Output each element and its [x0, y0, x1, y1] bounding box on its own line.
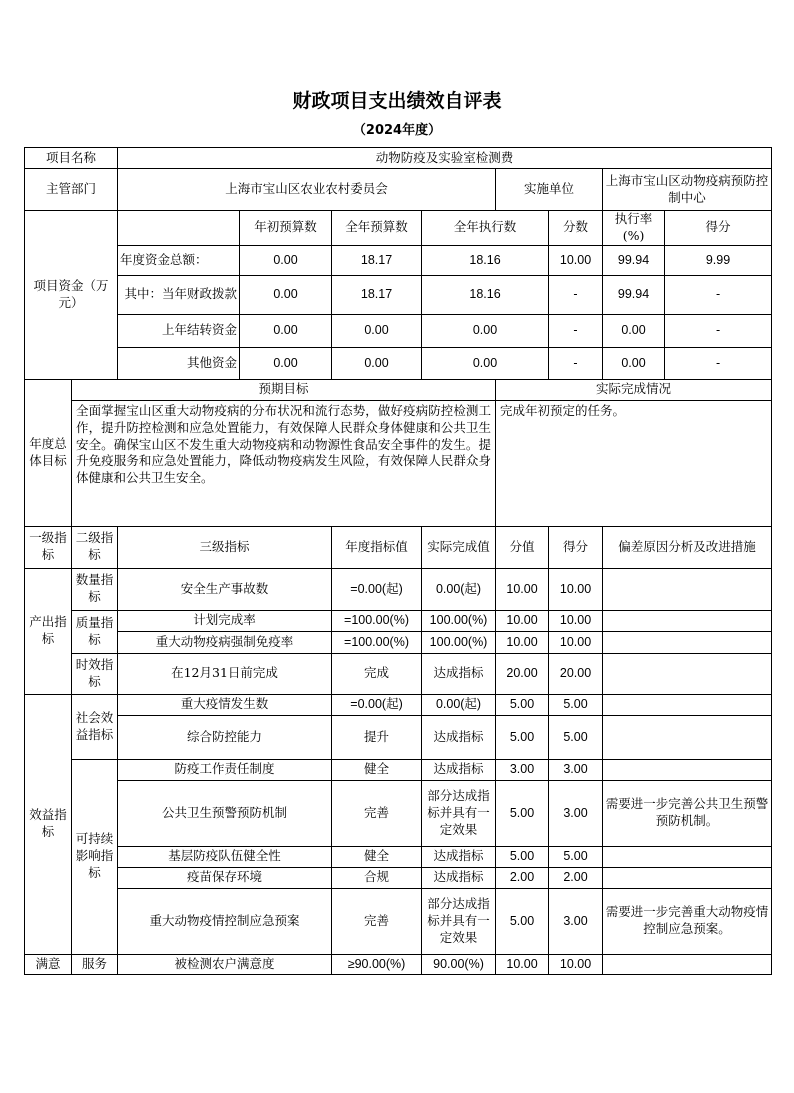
- indicator-weight: 5.00: [496, 780, 549, 846]
- form-title: 财政项目支出绩效自评表: [292, 90, 502, 112]
- funds-header-got: 得分: [665, 211, 772, 246]
- indicator-name: 被检测农户满意度: [118, 954, 332, 974]
- funds-got: 9.99: [665, 245, 772, 275]
- impl-value: 上海市宝山区动物疫病预防控制中心: [603, 169, 772, 211]
- indicator-name: 基层防疫队伍健全性: [118, 846, 332, 867]
- funds-row-label: 其他资金: [118, 347, 240, 379]
- level1-header: 一级指标: [25, 526, 72, 568]
- satisfaction-label: 满意: [25, 954, 72, 974]
- indicator-note: [603, 631, 772, 653]
- target-header: 年度指标值: [332, 526, 422, 568]
- indicator-target: =100.00(%): [332, 631, 422, 653]
- indicator-score: 5.00: [549, 715, 603, 759]
- indicator-name: 计划完成率: [118, 610, 332, 631]
- funds-initial: 0.00: [240, 314, 332, 347]
- funds-annual: 0.00: [332, 347, 422, 379]
- funds-initial: 0.00: [240, 275, 332, 314]
- funds-header-rate: 执行率(%): [603, 211, 665, 246]
- weight-header: 分值: [496, 526, 549, 568]
- indicator-note: [603, 846, 772, 867]
- indicator-name: 综合防控能力: [118, 715, 332, 759]
- indicator-score: 3.00: [549, 888, 603, 954]
- indicator-weight: 5.00: [496, 846, 549, 867]
- indicator-weight: 10.00: [496, 631, 549, 653]
- indicator-target: 提升: [332, 715, 422, 759]
- funds-header-initial: 年初预算数: [240, 211, 332, 246]
- indicator-note: [603, 610, 772, 631]
- project-name: 动物防疫及实验室检测费: [118, 148, 772, 169]
- indicator-note: [603, 694, 772, 715]
- social-benefit-label: 社会效益指标: [72, 694, 118, 759]
- funds-rate: 99.94: [603, 275, 665, 314]
- indicator-note: [603, 867, 772, 888]
- indicator-actual: 达成指标: [422, 759, 496, 780]
- indicator-note: [603, 759, 772, 780]
- deviation-header: 偏差原因分析及改进措施: [603, 526, 772, 568]
- indicator-actual: 达成指标: [422, 846, 496, 867]
- funds-initial: 0.00: [240, 347, 332, 379]
- indicator-weight: 10.00: [496, 954, 549, 974]
- indicator-score: 5.00: [549, 846, 603, 867]
- expected-goal-header: 预期目标: [72, 379, 496, 400]
- funds-executed: 18.16: [422, 275, 549, 314]
- indicator-target: 合规: [332, 867, 422, 888]
- funds-initial: 0.00: [240, 245, 332, 275]
- indicator-actual: 100.00(%): [422, 610, 496, 631]
- funds-header-score: 分数: [549, 211, 603, 246]
- actual-result-text: 完成年初预定的任务。: [496, 400, 772, 526]
- project-name-label: 项目名称: [25, 148, 118, 169]
- timeliness-indicator-label: 时效指标: [72, 653, 118, 694]
- indicator-note: 需要进一步完善重大动物疫情控制应急预案。: [603, 888, 772, 954]
- indicator-score: 2.00: [549, 867, 603, 888]
- indicator-weight: 5.00: [496, 888, 549, 954]
- dept-value: 上海市宝山区农业农村委员会: [118, 169, 496, 211]
- level3-header: 三级指标: [118, 526, 332, 568]
- indicator-note: 需要进一步完善公共卫生预警预防机制。: [603, 780, 772, 846]
- form-year: （2024年度）: [352, 123, 442, 138]
- funds-executed: 18.16: [422, 245, 549, 275]
- indicator-target: 完成: [332, 653, 422, 694]
- indicator-name: 重大动物疫病强制免疫率: [118, 631, 332, 653]
- indicator-score: 5.00: [549, 694, 603, 715]
- funds-annual: 18.17: [332, 245, 422, 275]
- funds-got: -: [665, 314, 772, 347]
- funds-executed: 0.00: [422, 347, 549, 379]
- indicator-name: 公共卫生预警预防机制: [118, 780, 332, 846]
- indicator-score: 20.00: [549, 653, 603, 694]
- actual-result-header: 实际完成情况: [496, 379, 772, 400]
- funds-row-label: 其中：当年财政拨款: [118, 275, 240, 314]
- funds-rate: 0.00: [603, 314, 665, 347]
- indicator-name: 防疫工作责任制度: [118, 759, 332, 780]
- indicator-note: [603, 954, 772, 974]
- impl-label: 实施单位: [496, 169, 603, 211]
- indicator-note: [603, 715, 772, 759]
- funds-executed: 0.00: [422, 314, 549, 347]
- output-indicator-label: 产出指标: [25, 568, 72, 694]
- score-header: 得分: [549, 526, 603, 568]
- funds-annual: 18.17: [332, 275, 422, 314]
- indicator-actual: 90.00(%): [422, 954, 496, 974]
- funds-rate: 0.00: [603, 347, 665, 379]
- indicator-weight: 5.00: [496, 715, 549, 759]
- indicator-actual: 达成指标: [422, 715, 496, 759]
- indicator-score: 10.00: [549, 568, 603, 610]
- indicator-weight: 10.00: [496, 568, 549, 610]
- funds-label: 项目资金（万元）: [25, 211, 118, 380]
- funds-row-label: 年度资金总额：: [118, 245, 240, 275]
- indicator-weight: 3.00: [496, 759, 549, 780]
- funds-rate: 99.94: [603, 245, 665, 275]
- indicator-target: 完善: [332, 780, 422, 846]
- indicator-actual: 0.00(起): [422, 694, 496, 715]
- indicator-target: 完善: [332, 888, 422, 954]
- funds-score: 10.00: [549, 245, 603, 275]
- dept-label: 主管部门: [25, 169, 118, 211]
- funds-header-annual: 全年预算数: [332, 211, 422, 246]
- actual-header: 实际完成值: [422, 526, 496, 568]
- expected-goal-text: 全面掌握宝山区重大动物疫病的分布状况和流行态势，做好疫病防控检测工作，提升防控检测和应急处置能力，有效保障人民群众身体健康和公共卫生安全。确保宝山区不发生重大动物疫病和动物源性食品安全事件的发生。提升免疫服务和应急处置能力，降低动物疫病发生风险，有效保障人民群众身体健康和公共卫生安全。: [72, 400, 496, 526]
- indicator-name: 安全生产事故数: [118, 568, 332, 610]
- funds-got: -: [665, 275, 772, 314]
- sustainable-impact-label: 可持续影响指标: [72, 759, 118, 954]
- indicator-actual: 0.00(起): [422, 568, 496, 610]
- quantity-indicator-label: 数量指标: [72, 568, 118, 610]
- funds-score: -: [549, 347, 603, 379]
- goals-label: 年度总体目标: [25, 379, 72, 526]
- indicator-note: [603, 653, 772, 694]
- indicator-name: 重大疫情发生数: [118, 694, 332, 715]
- funds-score: -: [549, 314, 603, 347]
- funds-got: -: [665, 347, 772, 379]
- funds-score: -: [549, 275, 603, 314]
- funds-row-label: 上年结转资金: [118, 314, 240, 347]
- indicator-actual: 部分达成指标并具有一定效果: [422, 888, 496, 954]
- indicator-actual: 达成指标: [422, 867, 496, 888]
- indicator-actual: 达成指标: [422, 653, 496, 694]
- indicator-weight: 20.00: [496, 653, 549, 694]
- benefit-indicator-label: 效益指标: [25, 694, 72, 954]
- evaluation-table: [24, 147, 772, 975]
- indicator-note: [603, 568, 772, 610]
- indicator-score: 10.00: [549, 610, 603, 631]
- indicator-weight: 2.00: [496, 867, 549, 888]
- service-label: 服务: [72, 954, 118, 974]
- indicator-target: =100.00(%): [332, 610, 422, 631]
- indicator-target: 健全: [332, 846, 422, 867]
- indicator-target: =0.00(起): [332, 694, 422, 715]
- indicator-score: 10.00: [549, 954, 603, 974]
- indicator-score: 3.00: [549, 780, 603, 846]
- indicator-name: 在12月31日前完成: [118, 653, 332, 694]
- funds-header-executed: 全年执行数: [422, 211, 549, 246]
- funds-annual: 0.00: [332, 314, 422, 347]
- indicator-actual: 100.00(%): [422, 631, 496, 653]
- indicator-name: 疫苗保存环境: [118, 867, 332, 888]
- indicator-target: 健全: [332, 759, 422, 780]
- quality-indicator-label: 质量指标: [72, 610, 118, 653]
- indicator-target: =0.00(起): [332, 568, 422, 610]
- funds-header-blank: [118, 211, 240, 246]
- indicator-score: 10.00: [549, 631, 603, 653]
- indicator-target: ≥90.00(%): [332, 954, 422, 974]
- indicator-weight: 5.00: [496, 694, 549, 715]
- indicator-score: 3.00: [549, 759, 603, 780]
- indicator-name: 重大动物疫情控制应急预案: [118, 888, 332, 954]
- level2-header: 二级指标: [72, 526, 118, 568]
- indicator-actual: 部分达成指标并具有一定效果: [422, 780, 496, 846]
- indicator-weight: 10.00: [496, 610, 549, 631]
